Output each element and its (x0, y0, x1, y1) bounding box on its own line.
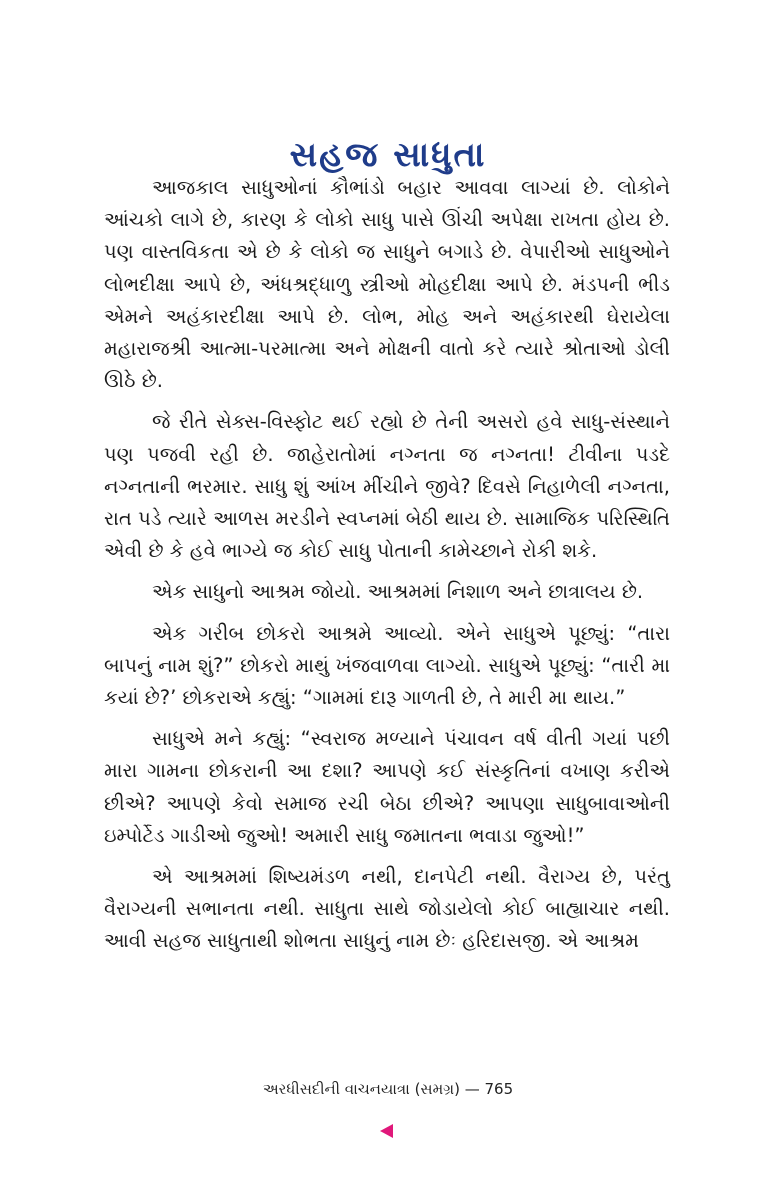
paragraph: જે રીતે સેક્સ-વિસ્ફોટ થઈ રહ્યો છે તેની અસરો હવે સાધુ-સંસ્થાને પણ પજવી રહી છે. જાહેરાતોમાં નગ્નતા જ નગ્નતા! ટીવીના પડદે નગ્નતાની ભરમાર. સાધુ શું આંખ મીંચીને જીવે? દિવસે નિહાળેલી નગ્નતા, રાત પડે ત્યારે આળસ મરડીને સ્વપ્નમાં બેઠી થાય છે. સામાજિક પરિસ્થિતિ એવી છે કે હવે ભાગ્યે જ કોઈ સાધુ પોતાની કામેચ્છાને રોકી શકે. (104, 410, 670, 563)
page-title: સહજ સાધુતા (289, 134, 487, 175)
page-footer: અરધીસદીની વાચનયાત્રા (સમગ્ર) — 765 (262, 1080, 514, 1098)
paragraph: આજકાલ સાધુઓનાં કૌભાંડો બહાર આવવા લાગ્યાં છે. લોકોને આંચકો લાગે છે, કારણ કે લોકો સાધુ પાસે ઊંચી અપેક્ષા રાખતા હોય છે. પણ વાસ્તવિકતા એ છે કે લોકો જ સાધુને બગાડે છે. વેપારીઓ સાધુઓને લોભદીક્ષા આપે છે, અંધશ્રદ્ધાળુ સ્ત્રીઓ મોહદીક્ષા આપે છે. મંડપની ભીડ એમને અહંકારદીક્ષા આપે છે. લોભ, મોહ અને અહંકારથી ઘેરાયેલા મહારાજશ્રી આત્મા-પરમાત્મા અને મોક્ષની વાતો કરે ત્યારે શ્રોતાઓ ડોલી ઊઠે છે. (104, 176, 670, 393)
previous-page-arrow-icon[interactable] (380, 1124, 393, 1138)
paragraph: એક ગરીબ છોકરો આશ્રમે આવ્યો. એને સાધુએ પૂછ્યું: “તારા બાપનું નામ શું?” છોકરો માથું ખંજવાળવા લાગ્યો. સાધુએ પૂછ્યું: “તારી મા કયાં છે?’ છોકરાએ કહ્યું: “ગામમાં દારૂ ગાળતી છે, તે મારી મા થાય.” (104, 621, 670, 710)
article-body (104, 172, 670, 967)
paragraph: સાધુએ મને કહ્યું: “સ્વરાજ મળ્યાને પંચાવન વર્ષ વીતી ગયાં પછી મારા ગામના છોકરાની આ દશા? આપણે કઈ સંસ્કૃતિનાં વખાણ કરીએ છીએ? આપણે કેવો સમાજ રચી બેઠા છીએ? આપણા સાધુબાવાઓની ઇમ્પોર્ટેડ ગાડીઓ જુઓ! અમારી સાધુ જમાતના ભવાડા જુઓ!” (104, 727, 670, 847)
paragraph: એક સાધુનો આશ્રમ જોયો. આશ્રમમાં નિશાળ અને છાત્રાલય છે. (152, 580, 644, 604)
paragraph: એ આશ્રમમાં શિષ્યમંડળ નથી, દાનપેટી નથી. વૈરાગ્ય છે, પરંતુ વૈરાગ્યની સભાનતા નથી. સાધુતા સાથે જોડાયેલો કોઈ બાહ્યાચાર નથી. આવી સહજ સાધુતાથી શોભતા સાધુનું નામ છેઃ હરિદાસજી. એ આશ્રમ (104, 865, 670, 953)
